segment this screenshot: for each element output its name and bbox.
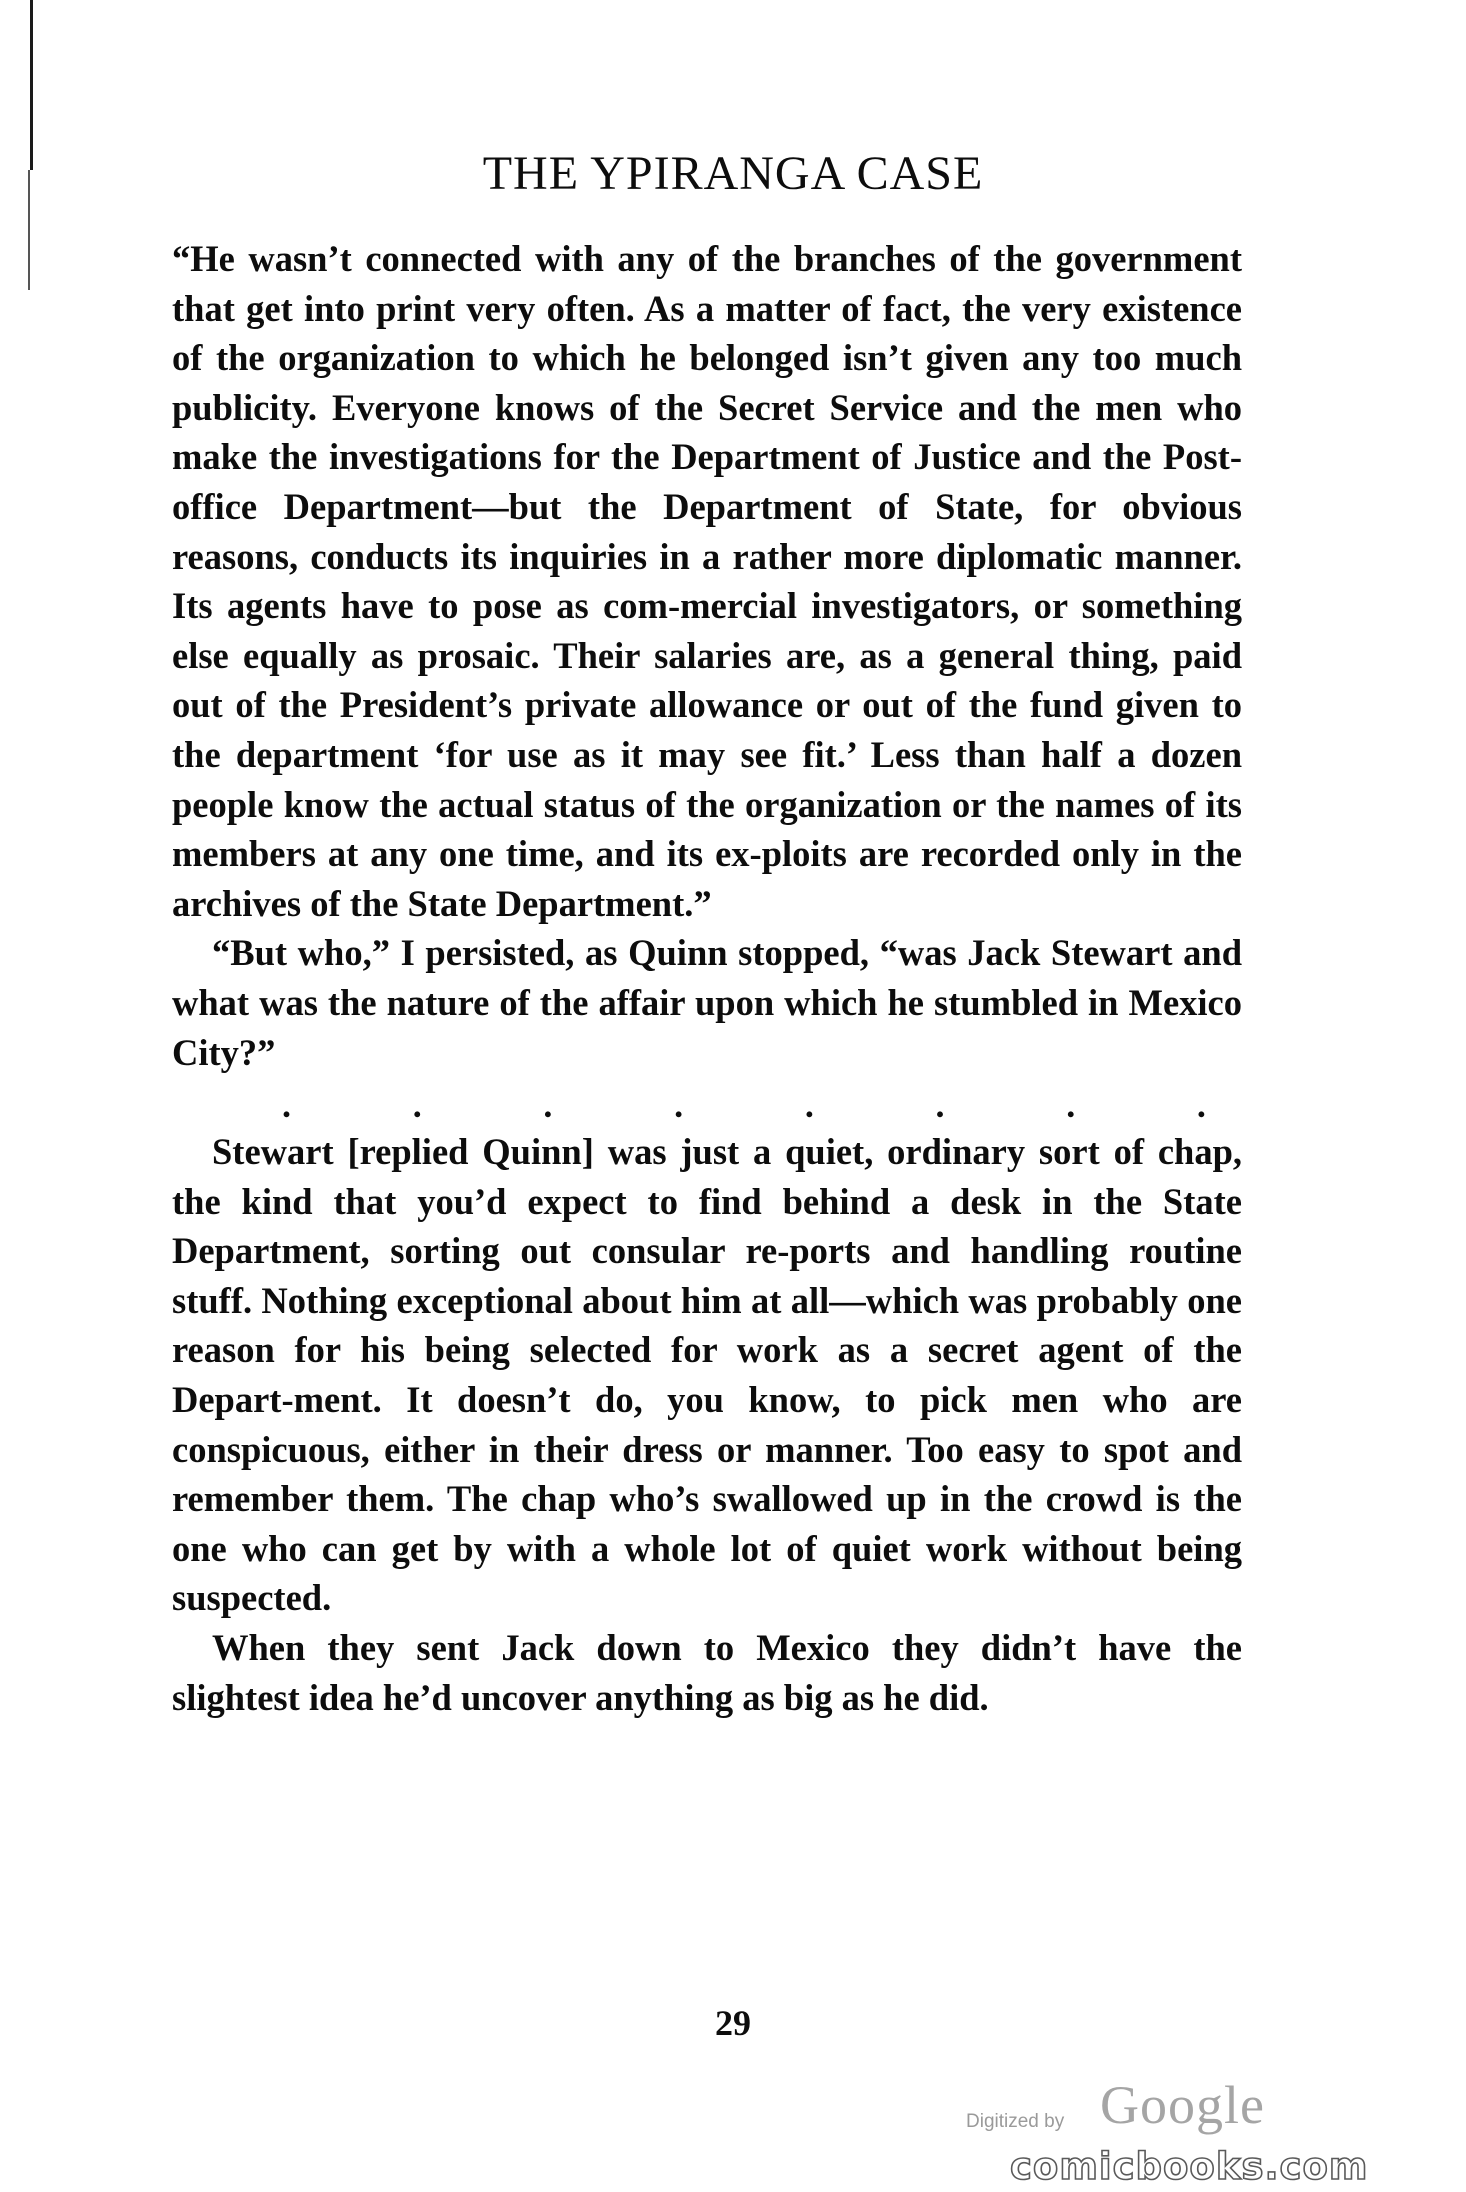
google-logo: Google <box>1100 2075 1265 2135</box>
separator-dot: . <box>543 1085 553 1126</box>
separator-dot: . <box>412 1085 422 1126</box>
separator-dot: . <box>804 1085 814 1126</box>
separator-dot: . <box>674 1085 684 1126</box>
site-watermark: comicbooks.com <box>1010 2145 1369 2188</box>
binding-edge-line <box>30 0 33 170</box>
separator-dot: . <box>1196 1085 1206 1126</box>
running-head: THE YPIRANGA CASE <box>482 147 984 200</box>
section-separator <box>172 1077 1242 1127</box>
separator-dot: . <box>282 1085 291 1126</box>
paragraph-3: Stewart [replied Quinn] was just a quiet, ordinary sort of chap, the kind that you’d expect to find behind a desk in the State Department, sorting out consular re-ports and handling routine stuff. Nothing exceptional about him at all—which was probably one reason for his being selected for work as a secret agent of the Depart-ment. It doesn’t do, you know, to pick men who are conspicuous, either in their dress or manner. Too easy to spot and remember them. The chap who’s swallowed up in the crowd is the one who can get by with a whole lot of quiet work without being suspected. <box>172 1131 1242 1619</box>
paragraph-1: “He wasn’t connected with any of the branches of the government that get into print very often. As a matter of fact, the very existence of the organization to which he belonged isn’t given any too much publicity. Everyone knows of the Secret Service and the men who make the investigations for the Department of Justice and the Post-office Department—but the Department of State, for obvious reasons, conducts its inquiries in a rather more diplomatic manner. Its agents have to pose as com-mercial investigators, or something else equally as prosaic. Their salaries are, as a general thing, paid out of the President’s private allowance or out of the fund given to the department ‘for use as it may see fit.’ Less than half a dozen people know the actual status of the organization or the names of its members at any one time, and its ex-ploits are recorded only in the archives of the State Department.” <box>172 238 1242 924</box>
separator-dot: . <box>935 1085 945 1126</box>
body-text <box>172 234 1242 1722</box>
page-number: 29 <box>715 2003 751 2043</box>
digitized-by-label: Digitized by <box>966 2111 1065 2132</box>
paragraph-2: “But who,” I persisted, as Quinn stopped, “was Jack Stewart and what was the nature of the affair upon which he stumbled in Mexico City?” <box>172 932 1242 1073</box>
separator-dot: . <box>1066 1085 1076 1126</box>
paragraph-4: When they sent Jack down to Mexico they didn’t have the slightest idea he’d uncover anything as big as he did. <box>172 1627 1242 1718</box>
